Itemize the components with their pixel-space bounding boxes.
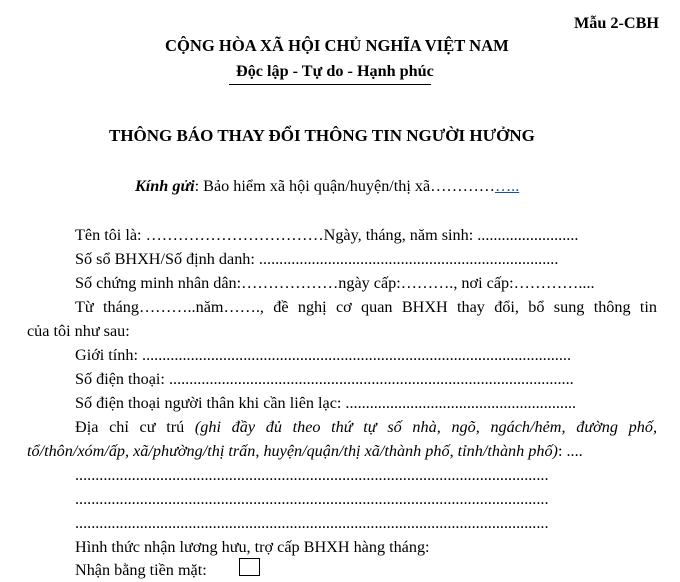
address-dots-2: .....................................................................................................................: [75, 490, 549, 508]
form-code: Mẫu 2-CBH: [574, 14, 659, 32]
address-line-1: [75, 418, 657, 437]
gender-line: Giới tính: ..........................................................................................................: [75, 346, 571, 364]
address-dots-1: .....................................................................................................................: [75, 466, 549, 484]
address-hint-2-tail: : ....: [557, 442, 583, 460]
address-label: Địa chỉ cư trú: [75, 418, 195, 436]
id-line: Số chứng minh nhân dân:………………ngày cấp:………., nơi cấp:…………....: [75, 274, 595, 292]
recipient-line: [135, 177, 519, 196]
page-title: THÔNG BÁO THAY ĐỔI THÔNG TIN NGƯỜI HƯỞNG: [109, 126, 535, 145]
motto: Độc lập - Tự do - Hạnh phúc: [236, 62, 434, 80]
address-line-2: [27, 442, 583, 461]
payment-method-line: Hình thức nhận lương hưu, trợ cấp BHXH hàng tháng:: [75, 538, 430, 556]
address-hint-1: (ghi đầy đủ theo thứ tự số nhà, ngõ, ngách/hẻm, đường phố,: [194, 418, 658, 436]
phone-line: Số điện thoại: ....................................................................................................: [75, 370, 574, 388]
recipient-dots: …..: [494, 177, 520, 195]
recipient-label: Kính gửi: [135, 177, 195, 195]
cash-checkbox[interactable]: [239, 558, 260, 576]
address-dots-3: .....................................................................................................................: [75, 514, 549, 532]
address-hint-2: tổ/thôn/xóm/ấp, xã/phường/thị trấn, huyện/quận/thị xã/thành phố, tỉnh/thành phố): [27, 442, 558, 460]
recipient-text: : Bảo hiểm xã hội quận/huyện/thị xã…………: [194, 177, 495, 195]
relative-phone-line: Số điện thoại người thân khi cần liên lạc: .........................................................: [75, 394, 577, 412]
cash-label: Nhận bằng tiền mặt:: [75, 561, 207, 579]
request-line-2: của tôi như sau:: [27, 322, 130, 340]
motto-underline: [229, 84, 431, 85]
request-line-1: Từ tháng………..năm……., đề nghị cơ quan BHXH thay đổi, bổ sung thông tin: [75, 298, 657, 316]
bhxh-line: Số sổ BHXH/Số định danh: ..........................................................................: [75, 250, 559, 268]
name-line: Tên tôi là: ……………………………Ngày, tháng, năm sinh: .........................: [75, 226, 579, 244]
country-header: CỘNG HÒA XÃ HỘI CHỦ NGHĨA VIỆT NAM: [165, 36, 509, 55]
